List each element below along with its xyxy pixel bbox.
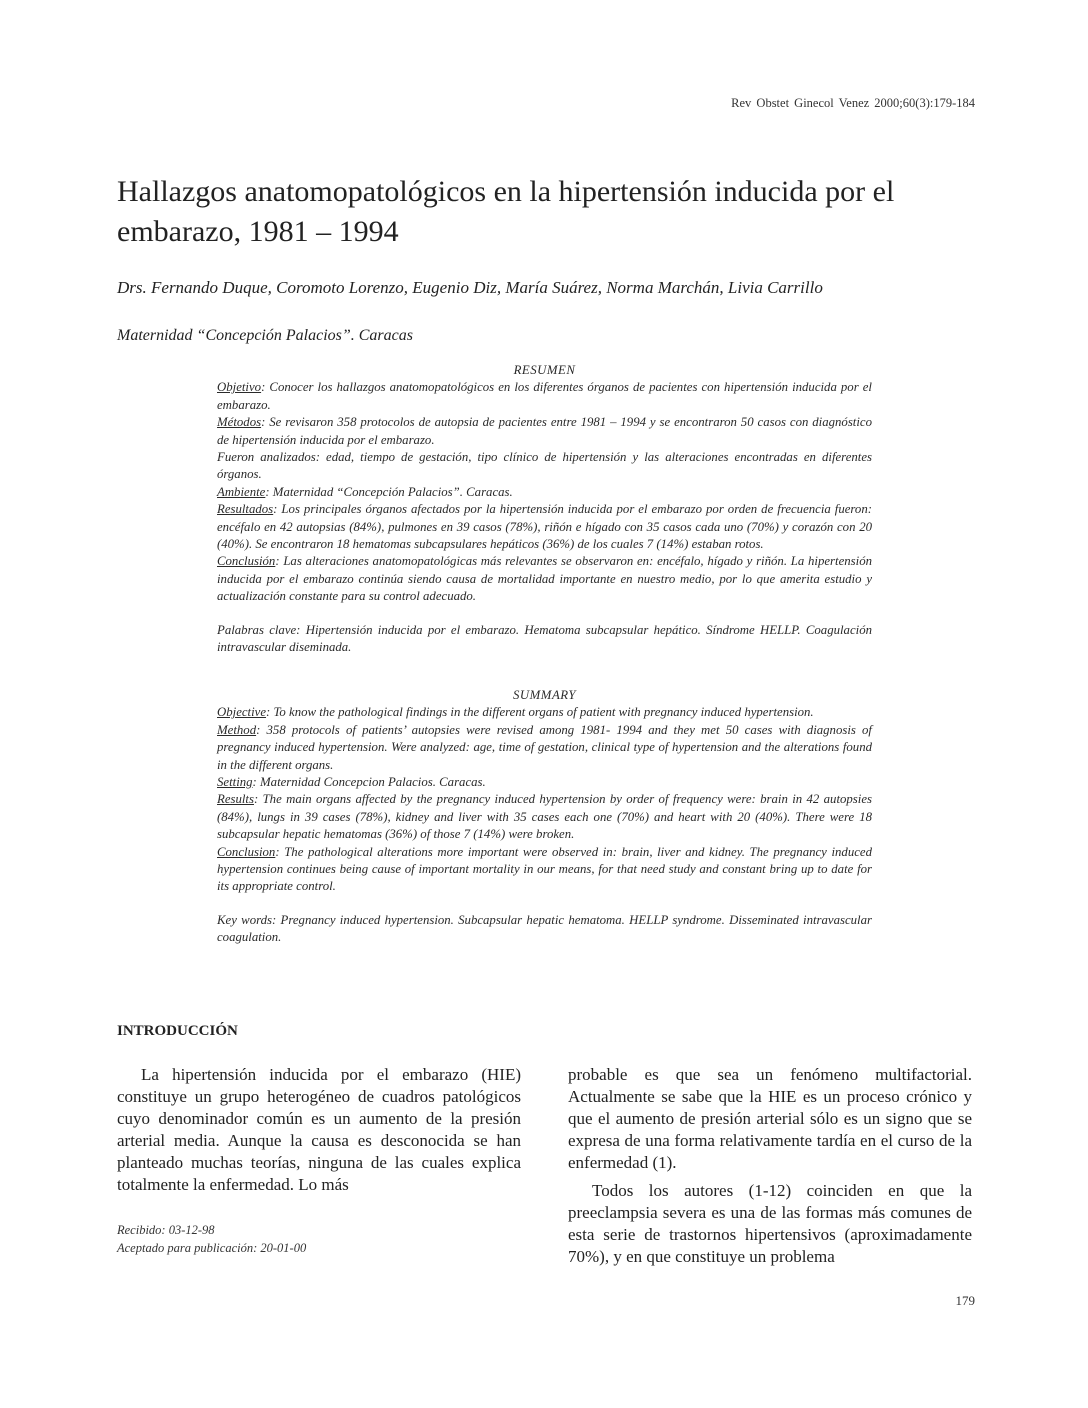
resumen-resultados [217,501,872,553]
section-heading: INTRODUCCIÓN [117,1023,238,1039]
resumen-heading: RESUMEN [513,363,576,377]
body-paragraph: probable es que sea un fenómeno multifactorial. Actualmente se sabe que la HIE es un proceso crónico y que el aumento de presión arterial sólo es un signo que se expresa de una forma relativamente tardía en el curso de la enfermedad (1). [568,1065,972,1172]
summary-conclusion [217,844,872,896]
objetivo-label: Objetivo [217,380,262,395]
metodos-label: Métodos [217,415,262,430]
received-date: Recibido: 03-12-98 [117,1223,215,1237]
resumen-ambiente [217,484,872,501]
body-column-right [568,1064,972,1268]
metodos-text: : Se revisaron 358 protocolos de autopsia de pacientes entre 1981 – 1994 y se encontraron 50 casos con diagnóstico de hipertensión inducida por el embarazo. [217,415,872,447]
results-text: : The main organs affected by the pregnancy induced hypertension by order of frequency were: brain in 42 autopsies (84%), lungs in 39 cases (78%), kidney and liver with 35 cases each one (70%) and heart with 20 (40%). There were 18 subcapsular hepatic hematomas (36%) of those 7 (14%) were broken. [217,792,872,842]
body-paragraph: La hipertensión inducida por el embarazo (HIE) constituye un grupo heterogéneo de cuadros patológicos cuyo denominador común es un aumento de la presión arterial media. Aunque la causa es desconocida se han planteado muchas teorías, ninguna de las cuales explica totalmente la enfermedad. Lo más [117,1065,521,1194]
ambiente-text: : Maternidad “Concepción Palacios”. Caracas. [265,484,513,499]
setting-label: Setting [217,775,253,790]
authors-line: Drs. Fernando Duque, Coromoto Lorenzo, Eugenio Diz, María Suárez, Norma Marchán, Livia Carrillo [117,278,823,297]
spacer [217,896,872,912]
resumen-metodos [217,414,872,449]
resumen-conclusion [217,553,872,605]
results-label: Results [217,792,254,807]
affiliation-line: Maternidad “Concepción Palacios”. Caracas [117,327,413,344]
resumen-analizados: Fueron analizados: edad, tiempo de gestación, tipo clínico de hipertensión y las alteraciones encontradas en diferentes órganos. [217,450,872,482]
summary-abstract [217,687,872,947]
resultados-text: : Los principales órganos afectados por la hipertensión inducida por el embarazo por orden de frecuencia fueron: encéfalo en 42 autopsias (84%), pulmones en 39 casos (78%), riñón e hígado con 35 casos cada uno (70%) y corazón con 20 (40%). Se encontraron 18 hematomas subcapsulares hepáticos (36%) de los cuales 7 (14%) estaban rotos. [217,502,872,552]
journal-reference: Rev Obstet Ginecol Venez 2000;60(3):179-184 [731,96,975,110]
resultados-label: Resultados [217,502,274,517]
summary-heading: SUMMARY [513,688,576,702]
method-label: Method [217,722,257,737]
objetivo-text: : Conocer los hallazgos anatomopatológicos en los diferentes órganos de pacientes con hipertensión inducida por el embarazo. [217,380,872,412]
conclusion-text-en: : The pathological alterations more important were observed in: brain, liver and kidney. The pregnancy induced hypertension continues being cause of important mortality in our means, for that need study and constant bring up to date for its appropriate control. [217,844,872,894]
summary-setting [217,774,872,791]
summary-results [217,791,872,843]
summary-method [217,722,872,774]
body-column-left [117,1064,521,1196]
spacer [217,606,872,622]
conclusion-label-en: Conclusion [217,844,276,859]
page-number: 179 [955,1293,975,1308]
article-title: Hallazgos anatomopatológicos en la hipertensión inducida por el embarazo, 1981 – 1994 [117,175,895,248]
body-paragraph: Todos los autores (1-12) coinciden en que la preeclampsia severa es una de las formas más comunes de esta serie de trastornos hipertensivos (aproximadamente 70%), y en que constituye un problema [568,1181,972,1266]
resumen-abstract [217,362,872,657]
setting-text: : Maternidad Concepcion Palacios. Caracas. [252,775,486,790]
objective-label: Objective [217,705,267,720]
accepted-date: Aceptado para publicación: 20-01-00 [117,1241,307,1255]
summary-objective [217,704,872,721]
received-dates [117,1221,306,1257]
conclusion-text: : Las alteraciones anatomopatológicas más relevantes se observaron en: encéfalo, hígado y riñón. La hipertensión inducida por el embarazo continúa siendo causa de mortalidad importante en nuestro medio, por lo que amerita estudio y actualización constante para su control adecuado. [217,554,872,604]
resumen-objetivo [217,379,872,414]
ambiente-label: Ambiente [217,484,266,499]
summary-keywords: Key words: Pregnancy induced hypertension. Subcapsular hepatic hematoma. HELLP syndrome. Disseminated intravascular coagulation. [217,912,872,945]
conclusion-label: Conclusión [217,554,276,569]
method-text: : 358 protocols of patients’ autopsies were revised among 1981- 1994 and they met 50 cases with diagnosis of pregnancy induced hypertension. Were analyzed: age, time of gestation, clinical type of hypertension and the alterations found in the different organs. [217,722,872,772]
resumen-keywords: Palabras clave: Hipertensión inducida por el embarazo. Hematoma subcapsular hepático. Síndrome HELLP. Coagulación intravascular diseminada. [217,622,872,655]
objective-text: : To know the pathological findings in the different organs of patient with pregnancy induced hypertension. [266,705,814,720]
